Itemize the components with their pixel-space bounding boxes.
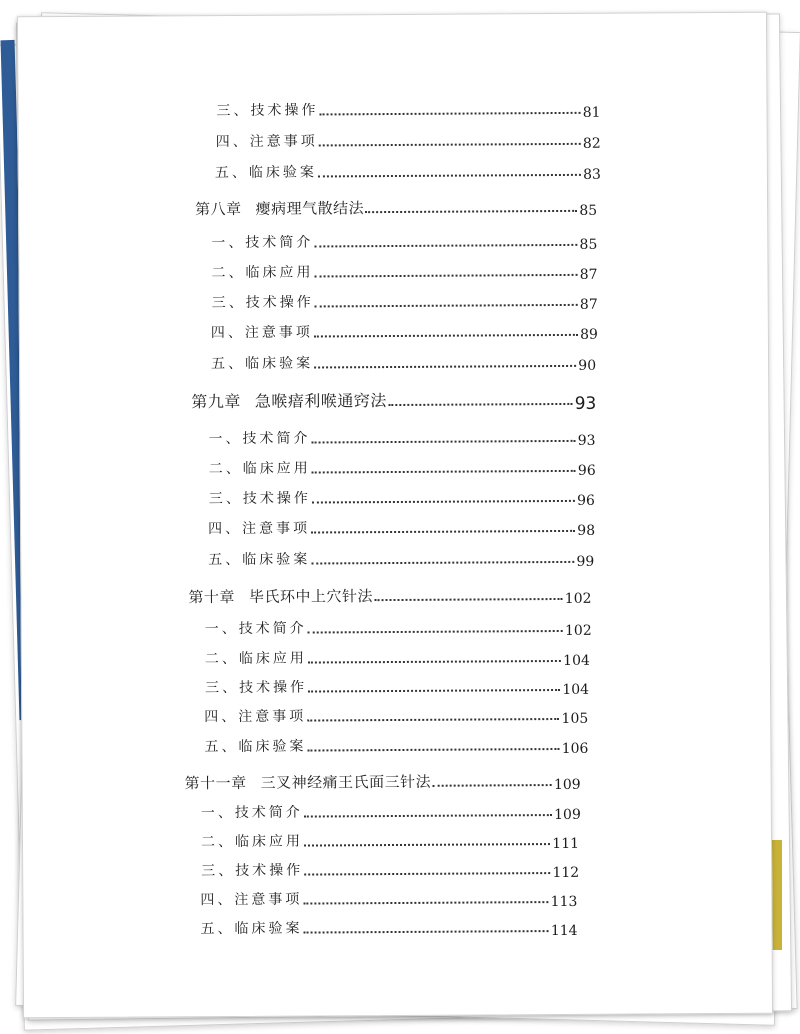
toc-entry bbox=[23, 853, 771, 882]
dot-leader bbox=[304, 930, 549, 933]
toc-entry-label: 四、注意事项 bbox=[204, 708, 307, 726]
chapter-title: 毕氏环中上穴针法 bbox=[248, 587, 374, 606]
toc-entry bbox=[20, 285, 768, 314]
dot-leader bbox=[314, 365, 576, 369]
dot-leader bbox=[312, 440, 576, 444]
toc-page-number: 96 bbox=[577, 492, 595, 509]
dot-leader bbox=[318, 174, 581, 178]
toc-page-number: 93 bbox=[577, 432, 596, 449]
toc-chapter-heading bbox=[20, 384, 768, 413]
dot-leader bbox=[314, 334, 578, 338]
toc-entry bbox=[19, 255, 767, 284]
toc-entry bbox=[20, 315, 768, 344]
toc-entry-label: 二、临床应用 bbox=[204, 650, 307, 668]
toc-entry bbox=[19, 225, 767, 254]
toc-chapter-heading bbox=[23, 765, 771, 794]
toc-entry-label: 五、临床验案 bbox=[204, 738, 307, 756]
dot-leader bbox=[315, 304, 578, 308]
toc-page-number: 90 bbox=[578, 357, 597, 374]
toc-entry-label: 五、临床验案 bbox=[200, 920, 303, 938]
toc-page-number: 114 bbox=[550, 922, 578, 940]
toc-entry bbox=[22, 670, 770, 699]
toc-entry bbox=[23, 911, 771, 940]
toc-page-number: 111 bbox=[552, 835, 580, 853]
toc-page-number: 85 bbox=[579, 202, 598, 219]
toc-entry-label: 四、注意事项 bbox=[200, 891, 303, 909]
dot-leader bbox=[307, 748, 559, 752]
dot-leader bbox=[319, 143, 581, 147]
dot-leader bbox=[304, 843, 550, 847]
toc-entry-label: 一、技术简介 bbox=[211, 234, 314, 252]
toc-entry-label: 四、注意事项 bbox=[215, 133, 318, 151]
toc-entry bbox=[22, 729, 770, 758]
chapter-number: 第九章 bbox=[191, 391, 241, 412]
toc-page-number: 104 bbox=[563, 652, 590, 669]
chapter-number: 第十一章 bbox=[184, 773, 247, 793]
toc-chapter-heading bbox=[19, 191, 767, 220]
dot-leader bbox=[303, 901, 548, 904]
toc-entry bbox=[20, 421, 768, 450]
toc-entry-label: 五、临床验案 bbox=[214, 164, 317, 182]
toc-entry bbox=[21, 451, 769, 480]
toc-entry bbox=[23, 824, 771, 853]
toc-entry bbox=[18, 93, 766, 122]
toc-page-number: 81 bbox=[582, 104, 601, 121]
toc-entry-label: 一、技术简介 bbox=[208, 430, 311, 448]
dot-leader bbox=[365, 210, 577, 213]
dot-leader bbox=[320, 112, 581, 116]
toc-entry-label: 二、临床应用 bbox=[208, 460, 311, 478]
toc-entry bbox=[22, 641, 770, 670]
dot-leader bbox=[432, 784, 552, 787]
toc-page-number: 82 bbox=[582, 135, 601, 152]
dot-leader bbox=[312, 500, 575, 504]
toc-page-number: 102 bbox=[564, 622, 592, 639]
toc-page-number: 87 bbox=[579, 266, 598, 283]
toc-entry-label: 三、技术操作 bbox=[208, 490, 311, 508]
toc-page-number: 104 bbox=[562, 681, 590, 698]
toc-page-number: 83 bbox=[583, 166, 601, 183]
toc-entry-label: 一、技术简介 bbox=[204, 620, 307, 638]
dot-leader bbox=[388, 403, 573, 406]
dot-leader bbox=[374, 598, 563, 601]
toc-entry bbox=[21, 542, 769, 571]
toc-entry bbox=[19, 124, 767, 153]
toc-page-number: 113 bbox=[550, 893, 578, 911]
toc-entry-label: 三、技术操作 bbox=[201, 862, 304, 880]
chapter-title: 三叉神经痛王氏面三针法 bbox=[260, 772, 432, 792]
toc-page-number: 93 bbox=[574, 393, 597, 414]
toc-entry bbox=[21, 481, 769, 510]
dot-leader bbox=[311, 561, 574, 565]
toc-chapter-heading bbox=[21, 579, 769, 608]
toc-entry-label: 四、注意事项 bbox=[208, 520, 311, 538]
dot-leader bbox=[308, 689, 560, 693]
dot-leader bbox=[314, 244, 577, 248]
toc-page-number: 105 bbox=[561, 710, 589, 727]
chapter-number: 第八章 bbox=[195, 199, 242, 219]
chapter-title: 瘿病理气散结法 bbox=[255, 199, 365, 218]
toc-entry bbox=[22, 611, 770, 640]
dot-leader bbox=[308, 660, 561, 664]
toc-entry-label: 三、技术操作 bbox=[211, 294, 314, 312]
toc-page-number: 109 bbox=[553, 776, 581, 794]
toc-entry-label: 五、临床验案 bbox=[208, 551, 311, 569]
toc-entry-label: 三、技术操作 bbox=[205, 679, 308, 697]
chapter-number: 第十章 bbox=[188, 587, 236, 607]
dot-leader bbox=[311, 530, 575, 534]
toc-entry-label: 二、临床应用 bbox=[211, 264, 314, 282]
toc-entry-label: 二、临床应用 bbox=[200, 833, 304, 851]
toc-page-number: 112 bbox=[552, 864, 580, 882]
toc-page-number: 109 bbox=[554, 806, 581, 824]
toc-entry-label: 一、技术简介 bbox=[200, 804, 303, 822]
toc-entry bbox=[20, 346, 768, 375]
toc-page-number: 98 bbox=[577, 522, 596, 539]
dot-leader bbox=[312, 470, 576, 474]
toc-entry-label: 三、技术操作 bbox=[216, 102, 319, 120]
toc-entry-label: 四、注意事项 bbox=[210, 324, 313, 342]
book-cover-edge bbox=[772, 840, 782, 950]
toc-page-number: 96 bbox=[577, 462, 596, 479]
dot-leader bbox=[308, 630, 563, 634]
toc-entry bbox=[23, 795, 771, 824]
dot-leader bbox=[307, 718, 559, 722]
toc-page-number: 106 bbox=[561, 740, 589, 757]
dot-leader bbox=[304, 814, 552, 818]
toc-entry bbox=[19, 155, 767, 184]
toc-entry bbox=[23, 882, 771, 911]
toc-entry-label: 五、临床验案 bbox=[211, 355, 314, 373]
dot-leader bbox=[315, 274, 578, 278]
toc-entry bbox=[22, 699, 770, 728]
toc-page-number: 102 bbox=[564, 590, 592, 607]
toc-page-number: 85 bbox=[579, 236, 598, 253]
dot-leader bbox=[304, 872, 550, 876]
toc-page-number: 87 bbox=[579, 296, 598, 313]
table-of-contents-page bbox=[17, 12, 773, 1019]
toc-entry bbox=[21, 511, 769, 540]
chapter-title: 急喉瘖利喉通窍法 bbox=[254, 391, 387, 411]
toc-page-number: 89 bbox=[580, 326, 598, 343]
toc-page-number: 99 bbox=[576, 553, 595, 570]
